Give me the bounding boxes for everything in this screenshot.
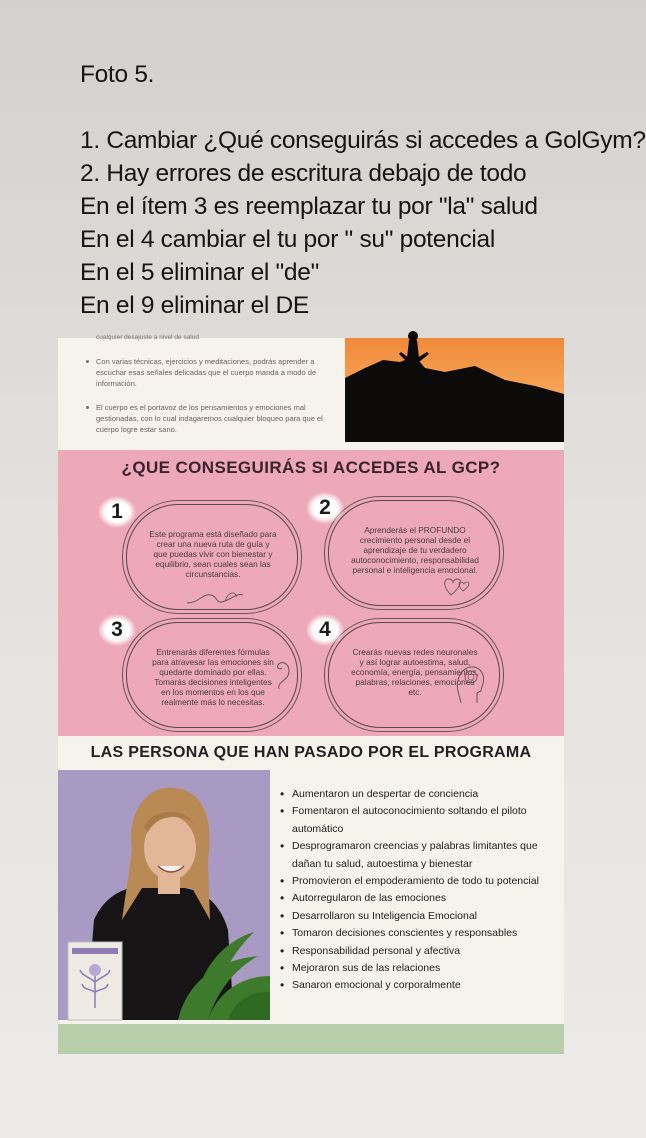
note-line: En el 5 eliminar el "de" xyxy=(80,259,319,286)
webpage-screenshot xyxy=(58,334,564,1054)
benefits-section xyxy=(58,450,564,736)
step-number: 2 xyxy=(306,492,344,524)
ear-doodle-icon xyxy=(275,657,293,695)
list-item: • Autorregularon de las emociones xyxy=(280,890,564,907)
note-line: En el ítem 3 es reemplazar tu por "la" salud xyxy=(80,193,538,220)
testimonials-section xyxy=(58,736,564,1024)
brain-head-doodle-icon xyxy=(453,657,487,705)
testimonial-bullet-list xyxy=(280,786,564,995)
step-number: 4 xyxy=(306,614,344,646)
list-item: Con varias técnicas, ejercicios y meditaciones, podrás aprender a escuchar esas señales delicadas que el cuerpo manda a modo de información. xyxy=(84,356,332,389)
section-title: LAS PERSONA QUE HAN PASADO POR EL PROGRAMA xyxy=(90,744,532,761)
benefit-card-3 xyxy=(126,622,298,728)
benefit-card-2 xyxy=(328,500,500,606)
list-item: El cuerpo es el portavoz de los pensamientos y emociones mal gestionadas, con lo cual indagaremos cualquier bloqueo para que el cuerpo logre estar sano. xyxy=(84,402,332,435)
cut-off-text: cualquier desajuste a nivel de salud xyxy=(96,334,199,341)
hand-doodle-icon xyxy=(185,585,245,609)
health-bullet-list xyxy=(84,356,332,448)
note-line: Foto 5. xyxy=(80,61,155,88)
list-item: • Desarrollaron su Inteligencia Emocional xyxy=(280,908,564,925)
footer-bar xyxy=(58,1024,564,1054)
list-item: • Sanaron emocional y corporalmente xyxy=(280,977,564,994)
benefit-text: Crearás nuevas redes neuronales y así lograr autoestima, salud, economía, energía, pensamientos, palabras, relaciones, emociones etc. xyxy=(351,647,479,697)
list-item: • Tomaron decisiones conscientes y responsables xyxy=(280,925,564,942)
note-line: En el 9 eliminar el DE xyxy=(80,292,309,319)
list-item: • Responsabilidad personal y afectiva xyxy=(280,943,564,960)
step-number: 3 xyxy=(98,614,136,646)
list-item: • Mejoraron sus de las relaciones xyxy=(280,960,564,977)
list-item: • Promovieron el empoderamiento de todo tu potencial xyxy=(280,873,564,890)
note-line: 2. Hay errores de escritura debajo de todo xyxy=(80,160,527,187)
note-blank-line xyxy=(80,91,620,124)
sunset-yoga-photo xyxy=(345,338,564,442)
list-item: • Aumentaron un despertar de conciencia xyxy=(280,786,564,803)
step-number: 1 xyxy=(98,496,136,528)
list-item: • Fomentaron el autoconocimiento soltando el piloto automático xyxy=(280,803,564,838)
benefit-text: Entrenarás diferentes fórmulas para atravesar las emociones sin quedarte dominado por ellas. Tomarás decisiones inteligentes en los momentos en los que realmente más lo necesitas. xyxy=(152,647,274,707)
note-line: 1. Cambiar ¿Qué conseguirás si accedes a GolGym? xyxy=(80,127,646,154)
body-health-section xyxy=(58,334,564,446)
benefit-text: Aprenderás el PROFUNDO crecimiento personal desde el aprendizaje de tu verdadero autoconocimiento, responsabilidad personal e inteligencia emocional. xyxy=(351,525,479,575)
list-item: • Desprogramaron creencias y palabras limitantes que dañan tu salud, autoestima y bienestar xyxy=(280,838,564,873)
hearts-doodle-icon xyxy=(441,573,473,599)
benefit-card-4 xyxy=(328,622,500,728)
presenter-photo xyxy=(58,770,270,1020)
story-note-text xyxy=(80,58,646,322)
benefit-card-1 xyxy=(126,504,298,610)
benefit-text: Este programa está diseñado para crear una nueva ruta de guía y que puedas vivir con bienestar y equilibrio, sean cuales sean las circunstancias. xyxy=(149,529,277,579)
section-title: ¿QUE CONSEGUIRÁS SI ACCEDES AL GCP? xyxy=(121,458,501,477)
note-line: En el 4 cambiar el tu por " su" potencial xyxy=(80,226,496,253)
